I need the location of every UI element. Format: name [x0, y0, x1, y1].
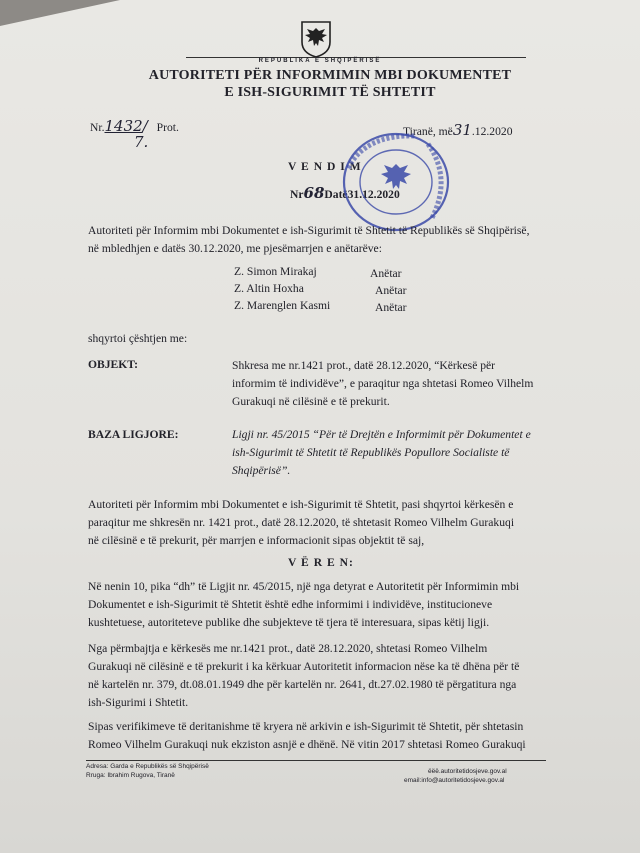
decision-number: Nr68Datë31.12.2020 — [290, 184, 400, 202]
member-role: Anëtar — [375, 284, 407, 297]
legal-basis-label: BAZA LIGJORE: — [88, 428, 179, 441]
verification-paragraph: Sipas verifikimeve të deritanishme të kryera në arkivin e ish-Sigurimit të Shtetit, për shtetasin Romeo Vilhelm Gurakuqi nuk ekziston asnjë e dhënë. Në vitin 2017 shtetasi Romeo Gurakuqi — [88, 720, 526, 751]
object-text: Shkresa me nr.1421 prot., datë 28.12.2020, “Kërkesë për informim të individëve”, e paraqitur nga shtetasi Romeo Vilhelm Gurakuqi në cilësinë e të prekurit. — [232, 359, 534, 408]
intro-paragraph: Autoriteti për Informim mbi Dokumentet e ish-Sigurimit të Shtetit të Republikës së Shqipërisë, në mbledhjen e datës 30.12.2020, me pjesëmarrjen e anëtarëve: — [88, 224, 530, 255]
member-name: Z. Altin Hoxha — [234, 282, 304, 295]
member-name: Z. Marenglen Kasmi — [234, 299, 331, 312]
member-name: Z. Simon Mirakaj — [234, 265, 317, 278]
notes-title: V Ë R E N: — [288, 556, 354, 569]
country-name: REPUBLIKA E SHQIPËRISË — [258, 58, 382, 64]
protocol-number-handwritten: 1432 — [104, 117, 143, 135]
footer-email: email:info@autoritetidosjeve.gov.al — [404, 777, 505, 784]
page-corner-fold — [0, 0, 120, 26]
legal-basis-text: Ligji nr. 45/2015 “Për të Drejtën e Informimit për Dokumentet e ish-Sigurimit të Shtetit të Republikës Popullore Socialiste të Shqipërisë”. — [232, 428, 531, 477]
footer-website: ëëë.autoritetidosjeve.gov.al — [428, 768, 507, 775]
article-paragraph: Në nenin 10, pika “dh” të Ligjit nr. 45/2015, një nga detyrat e Autoritetit për Informimin mbi Dokumentet e ish-Sigurimit të Shtetit është edhe informimi i individëve, institucioneve kushtetuese, autoriteteve publike dhe subjekteve të tjera të interesuara, sipas këtij ligji. — [88, 580, 520, 629]
place-date: Tiranë, më31.12.2020 — [403, 121, 513, 139]
consideration-paragraph: Autoriteti për Informim mbi Dokumentet e ish-Sigurimit të Shtetit, pasi shqyrtoi kërkesën e paraqitur me shkresën nr. 1421 prot., datë 28.12.2020, të shtetasit Romeo Vilhelm Gurakuqi në cilësinë e të prekurit, për marrjen e informacionit sipas objektit të saj, — [88, 498, 515, 547]
authority-title-line2: E ISH-SIGURIMIT TË SHTETIT — [224, 85, 436, 100]
footer-address-line1: Adresa: Garda e Republikës së Shqipërisë — [86, 763, 209, 770]
protocol-number: Nr.1432/ Prot. — [90, 117, 179, 135]
official-stamp-icon — [336, 128, 456, 236]
member-role: Anëtar — [375, 301, 407, 314]
authority-title-line1: AUTORITETI PËR INFORMIMIN MBI DOKUMENTET — [148, 68, 512, 83]
request-paragraph: Nga përmbajtja e kërkesës me nr.1421 prot., datë 28.12.2020, shtetasi Romeo Vilhelm Gurakuqi në cilësinë e të prekurit i ka kërkuar Autoritetit informacion nëse ka të dhëna për të në kartelën nr. 379, dt.08.01.1949 dhe për kartelën nr. 2641, dt.27.02.1980 të përgatitura nga ish-Sigurimi i Shtetit. — [88, 642, 520, 709]
albanian-eagle-emblem-icon — [299, 20, 333, 58]
protocol-sub-number: 7. — [134, 133, 149, 151]
footer-address-line2: Rruga: Ibrahim Rugova, Tiranë — [86, 772, 175, 779]
decision-title: V E N D I M — [288, 160, 362, 173]
member-role: Anëtar — [370, 267, 402, 280]
footer-rule — [86, 760, 546, 761]
object-label: OBJEKT: — [88, 358, 139, 371]
examined-text: shqyrtoi çështjen me: — [88, 332, 188, 345]
